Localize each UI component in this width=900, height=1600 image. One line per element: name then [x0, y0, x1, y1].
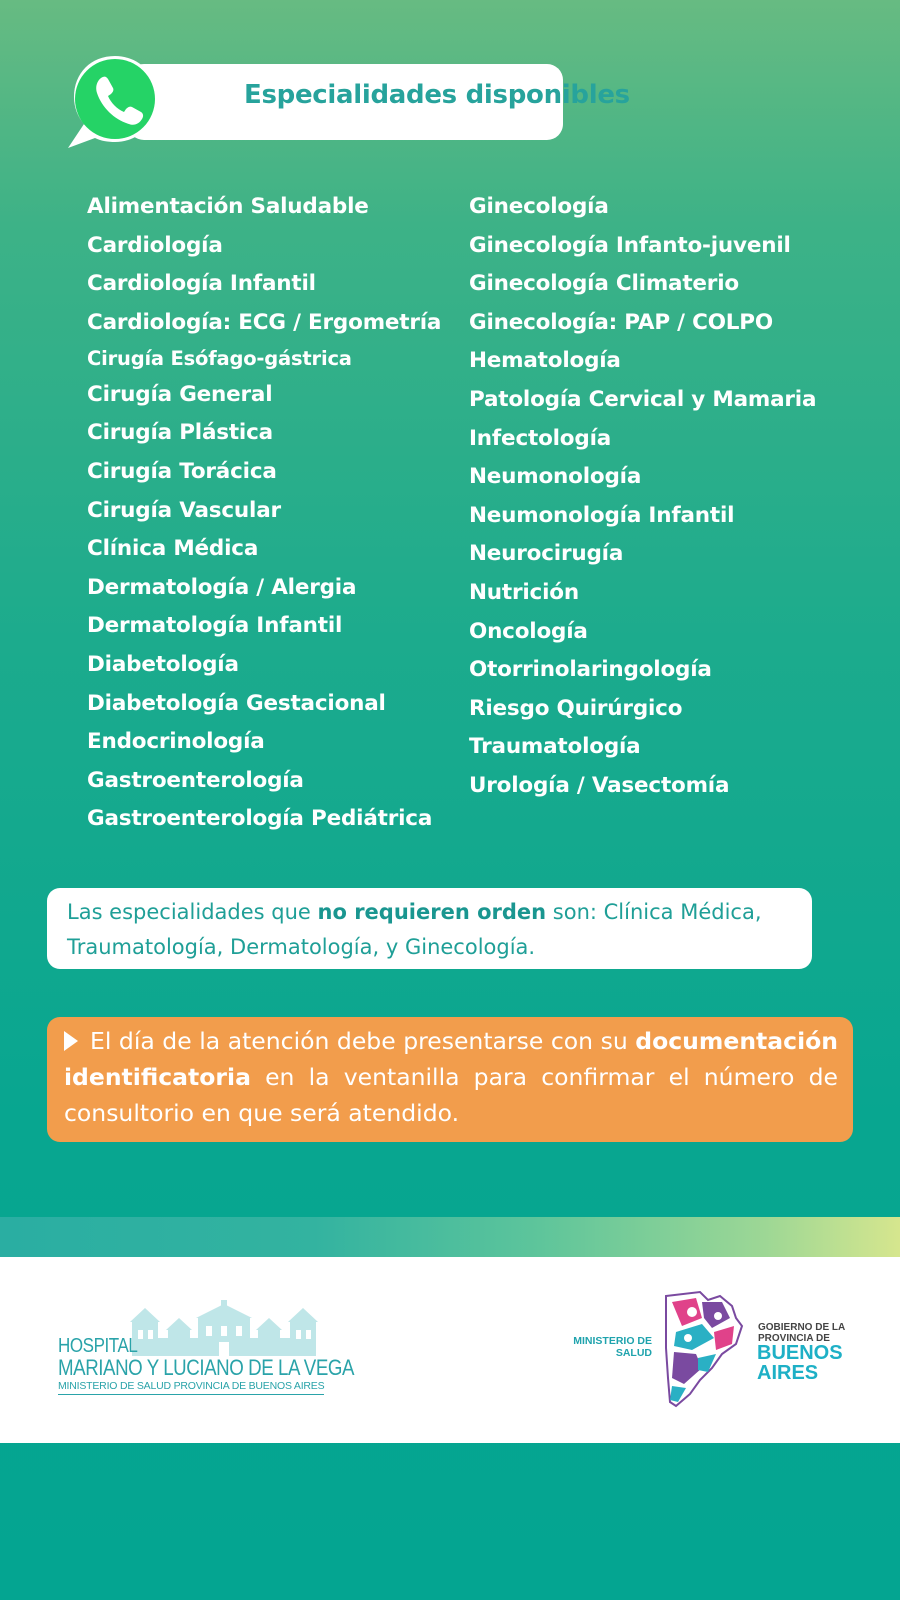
list-item: Cirugía Esófago-gástrica	[87, 347, 352, 371]
hospital-logo	[56, 1300, 355, 1400]
list-item: Cirugía Vascular	[87, 497, 281, 523]
list-item: Ginecología Climaterio	[469, 271, 739, 297]
whatsapp-icon	[68, 52, 162, 152]
list-item: Gastroenterología Pediátrica	[87, 806, 433, 832]
list-item: Neumonología Infantil	[469, 502, 735, 528]
list-item: Ginecología: PAP / COLPO	[469, 309, 773, 335]
list-item: Cirugía Plástica	[87, 420, 273, 446]
notice-bold: documentación identificatoria	[64, 1027, 838, 1091]
list-item: Clínica Médica	[87, 536, 259, 562]
gob-line2: PROVINCIA DE	[758, 1333, 830, 1344]
page-title: Especialidades disponibles	[244, 80, 630, 110]
list-item: Dermatología / Alergia	[87, 574, 357, 600]
list-item: Nutrición	[469, 579, 579, 605]
notice-prefix: El día de la atención debe presentarse con su	[90, 1027, 636, 1055]
list-item: Cirugía General	[87, 381, 273, 407]
hospital-name-line2: MARIANO Y LUCIANO DE LA VEGA	[58, 1355, 355, 1380]
list-item: Gastroenterología	[87, 767, 304, 793]
note-suffix: son: Clínica Médica, Traumatología, Dermatología, y Ginecología.	[67, 900, 762, 959]
government-text	[758, 1322, 845, 1344]
list-item: Hematología	[469, 348, 621, 374]
list-item: Ginecología Infanto-juvenil	[469, 232, 791, 258]
specialties-right-list	[469, 188, 816, 806]
list-item: Traumatología	[469, 734, 641, 760]
gob-line1: GOBIERNO DE LA	[758, 1322, 846, 1333]
note-bold: no requieren orden	[317, 900, 547, 924]
header	[68, 52, 630, 152]
no-order-note	[47, 888, 812, 969]
list-item: Infectología	[469, 425, 612, 451]
list-item: Otorrinolaringología	[469, 657, 712, 683]
list-item: Cardiología: ECG / Ergometría	[87, 309, 442, 335]
list-item: Cirugía Torácica	[87, 459, 277, 485]
list-item: Diabetología	[87, 652, 239, 678]
list-item: Oncología	[469, 618, 588, 644]
ministry-logo	[560, 1288, 850, 1408]
ministry-line1: MINISTERIO DE	[573, 1335, 652, 1347]
list-item: Neurocirugía	[469, 541, 624, 567]
ministry-line2: SALUD	[615, 1347, 652, 1359]
specialties-left-list	[87, 188, 441, 839]
hospital-name-line1: HOSPITAL	[58, 1335, 138, 1357]
buenos-aires-map-icon	[662, 1288, 744, 1408]
list-item: Cardiología	[87, 232, 223, 258]
ba-line2: AIRES	[757, 1362, 819, 1384]
hospital-ministry-line: MINISTERIO DE SALUD PROVINCIA DE BUENOS AIRES	[58, 1380, 324, 1395]
buenos-aires-text	[757, 1343, 843, 1383]
list-item: Riesgo Quirúrgico	[469, 695, 683, 721]
play-triangle-icon	[64, 1031, 78, 1051]
list-item: Endocrinología	[87, 729, 265, 755]
list-item: Cardiología Infantil	[87, 271, 316, 297]
list-item: Diabetología Gestacional	[87, 690, 386, 716]
gradient-stripe	[0, 1217, 900, 1257]
ba-line1: BUENOS	[757, 1342, 843, 1364]
notice-suffix: en la ventanilla para confirmar el número de consultorio en que será atendido.	[64, 1063, 838, 1127]
hospital-building-icon	[126, 1300, 324, 1358]
list-item: Alimentación Saludable	[87, 194, 369, 219]
list-item: Urología / Vasectomía	[469, 772, 730, 798]
list-item: Ginecología	[469, 194, 609, 219]
attendance-notice	[47, 1017, 853, 1142]
list-item: Dermatología Infantil	[87, 613, 343, 639]
list-item: Neumonología	[469, 464, 642, 490]
note-prefix: Las especialidades que	[67, 900, 318, 924]
list-item: Patología Cervical y Mamaria	[469, 386, 817, 412]
ministry-text	[560, 1335, 652, 1359]
